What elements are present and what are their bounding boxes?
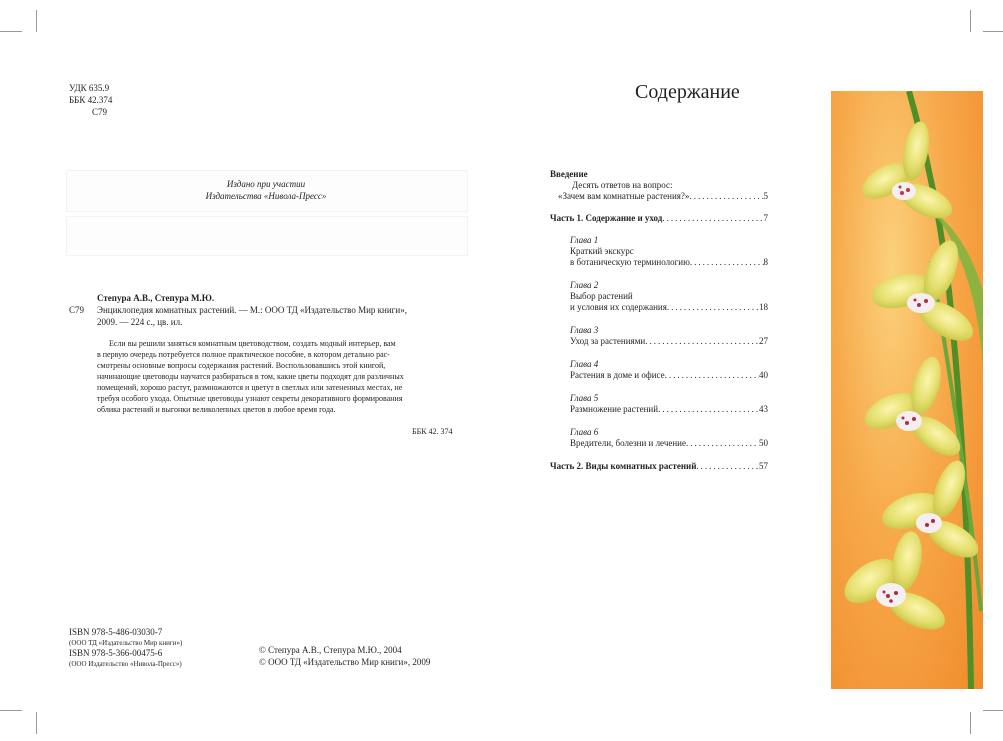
annotation-line: помещений, хорошо растут, размножаются и цветут в светлых или затененных местах, не [97, 383, 403, 392]
toc-chapter-label: Глава 6 [570, 427, 599, 437]
toc-page-number: 7 [763, 213, 768, 223]
toc-chapter-row [570, 336, 768, 347]
isbn-publisher: (ООО Издательство «Нивола-Пресс») [69, 660, 182, 668]
c79-side: С79 [69, 305, 85, 315]
toc-entry-title: Уход за растениями [570, 336, 646, 346]
toc-chapter-row [570, 302, 768, 313]
crop-mark [0, 710, 22, 711]
annotation-line: требуя особого ухода. Опытные цветоводы узнают секреты декоративного формирования [97, 394, 403, 403]
crop-mark [36, 10, 37, 32]
toc-entry-title: Часть 2. Виды комнатных растений [550, 461, 697, 471]
toc-chapter-row [570, 404, 768, 415]
toc-chapter-label: Глава 3 [570, 325, 599, 335]
toc-chapter-4[interactable] [550, 359, 768, 381]
c79-code: С79 [92, 107, 108, 117]
toc-leader-dots [690, 257, 764, 268]
isbn-line: ISBN 978-5-366-00475-6 [69, 648, 163, 658]
bbk-code: ББК 42.374 [69, 95, 113, 105]
toc-chapter-label: Глава 5 [570, 393, 599, 403]
toc-chapter-3[interactable] [550, 325, 768, 347]
toc-entry-title: в ботаническую терминологию [570, 257, 690, 267]
toc-page-number: 50 [759, 438, 768, 448]
toc-leader-dots [696, 461, 759, 472]
toc-leader-dots [667, 302, 759, 313]
annotation-line: Если вы решили заняться комнатным цветоводством, создать модный интерьер, вам [109, 339, 396, 348]
toc-entry-part1[interactable] [550, 213, 768, 224]
annotation-line: в первую очередь потребуется полное практическое пособие, в котором детально рас- [97, 350, 390, 359]
page-title: Содержание [635, 81, 740, 103]
toc-chapter-label: Глава 2 [570, 280, 599, 290]
toc-leader-dots [689, 191, 763, 202]
toc-leader-dots [645, 336, 759, 347]
toc-leader-dots [658, 404, 759, 415]
annotation [97, 338, 467, 415]
crop-mark [0, 31, 22, 32]
toc-entry-part2[interactable] [550, 461, 768, 472]
crop-mark [36, 712, 37, 734]
publisher-note-line: Издательства «Нивола-Пресс» [205, 191, 327, 201]
toc-page-number: 18 [759, 302, 768, 312]
toc-chapter-label: Глава 4 [570, 359, 599, 369]
crop-mark [983, 710, 1003, 711]
biblio-line: Энциклопедия комнатных растений. — М.: ООО ТД «Издательство Мир книги», [97, 305, 407, 315]
toc-leader-dots [686, 438, 759, 449]
toc-page-number: 5 [763, 191, 768, 201]
orchid-illustration [831, 91, 983, 689]
annotation-line: начинающие цветоводы научатся разбираться в том, какие цветы подходят для различных [97, 372, 404, 381]
annotation-line: смотрены основные вопросы содержания растений. Воспользовавшись этой книгой, [97, 361, 386, 370]
annotation-line: облика растений и выгонки великолепных цветов в любое время года. [97, 405, 336, 414]
isbn-publisher: (ООО ТД «Издательство Мир книги») [69, 639, 183, 647]
isbn-block [69, 627, 182, 669]
toc-page-number: 57 [759, 461, 768, 471]
toc-entry-title: Растения в доме и офисе [570, 370, 665, 380]
toc-page-number: 27 [759, 336, 768, 346]
toc-intro-heading: Введение [550, 169, 588, 179]
copyright-line: © ООО ТД «Издательство Мир книги», 2009 [259, 657, 431, 667]
toc-page-number: 40 [759, 370, 768, 380]
toc-chapter-line: Краткий экскурс [570, 246, 634, 256]
toc-chapter-5[interactable] [550, 393, 768, 415]
orchid-photo [831, 91, 983, 689]
toc-chapter-row [570, 438, 768, 449]
isbn-line: ISBN 978-5-486-03030-7 [69, 627, 163, 637]
table-of-contents [550, 169, 768, 472]
toc-chapter-6[interactable] [550, 427, 768, 449]
bbk-bottom: ББК 42. 374 [412, 427, 453, 436]
toc-page-number: 43 [759, 404, 768, 414]
toc-chapter-label: Глава 1 [570, 235, 599, 245]
toc-entry-intro[interactable] [550, 191, 768, 202]
toc-intro-line: Десять ответов на вопрос: [572, 180, 673, 190]
crop-mark [983, 31, 1003, 32]
toc-chapter-1[interactable] [550, 235, 768, 268]
toc-chapter-row [570, 370, 768, 381]
toc-entry-title: Размножение растений [570, 404, 659, 414]
blank-box [66, 216, 468, 256]
toc-entry-title: Вредители, болезни и лечение [570, 438, 686, 448]
publisher-note [66, 178, 466, 202]
toc-entry-title: и условия их содержания [570, 302, 667, 312]
toc-entry-title: «Зачем вам комнатные растения?» [558, 191, 690, 201]
toc-leader-dots [662, 213, 763, 224]
toc-leader-dots [665, 370, 759, 381]
copyright-block [259, 644, 430, 668]
toc-chapter-line: Выбор растений [570, 291, 633, 301]
crop-mark [970, 10, 971, 32]
publisher-note-line: Издано при участии [226, 179, 306, 189]
udk-code: УДК 635.9 [69, 83, 110, 93]
toc-chapter-row [570, 257, 768, 268]
toc-entry-title: Часть 1. Содержание и уход [550, 213, 663, 223]
toc-chapter-2[interactable] [550, 280, 768, 313]
biblio-line: 2009. — 224 с., цв. ил. [97, 317, 183, 327]
copyright-line: © Степура А.В., Степура М.Ю., 2004 [259, 645, 402, 655]
crop-mark [970, 712, 971, 734]
authors: Степура А.В., Степура М.Ю. [97, 293, 215, 303]
bibliographic-description [97, 304, 467, 328]
toc-page-number: 8 [763, 257, 768, 267]
